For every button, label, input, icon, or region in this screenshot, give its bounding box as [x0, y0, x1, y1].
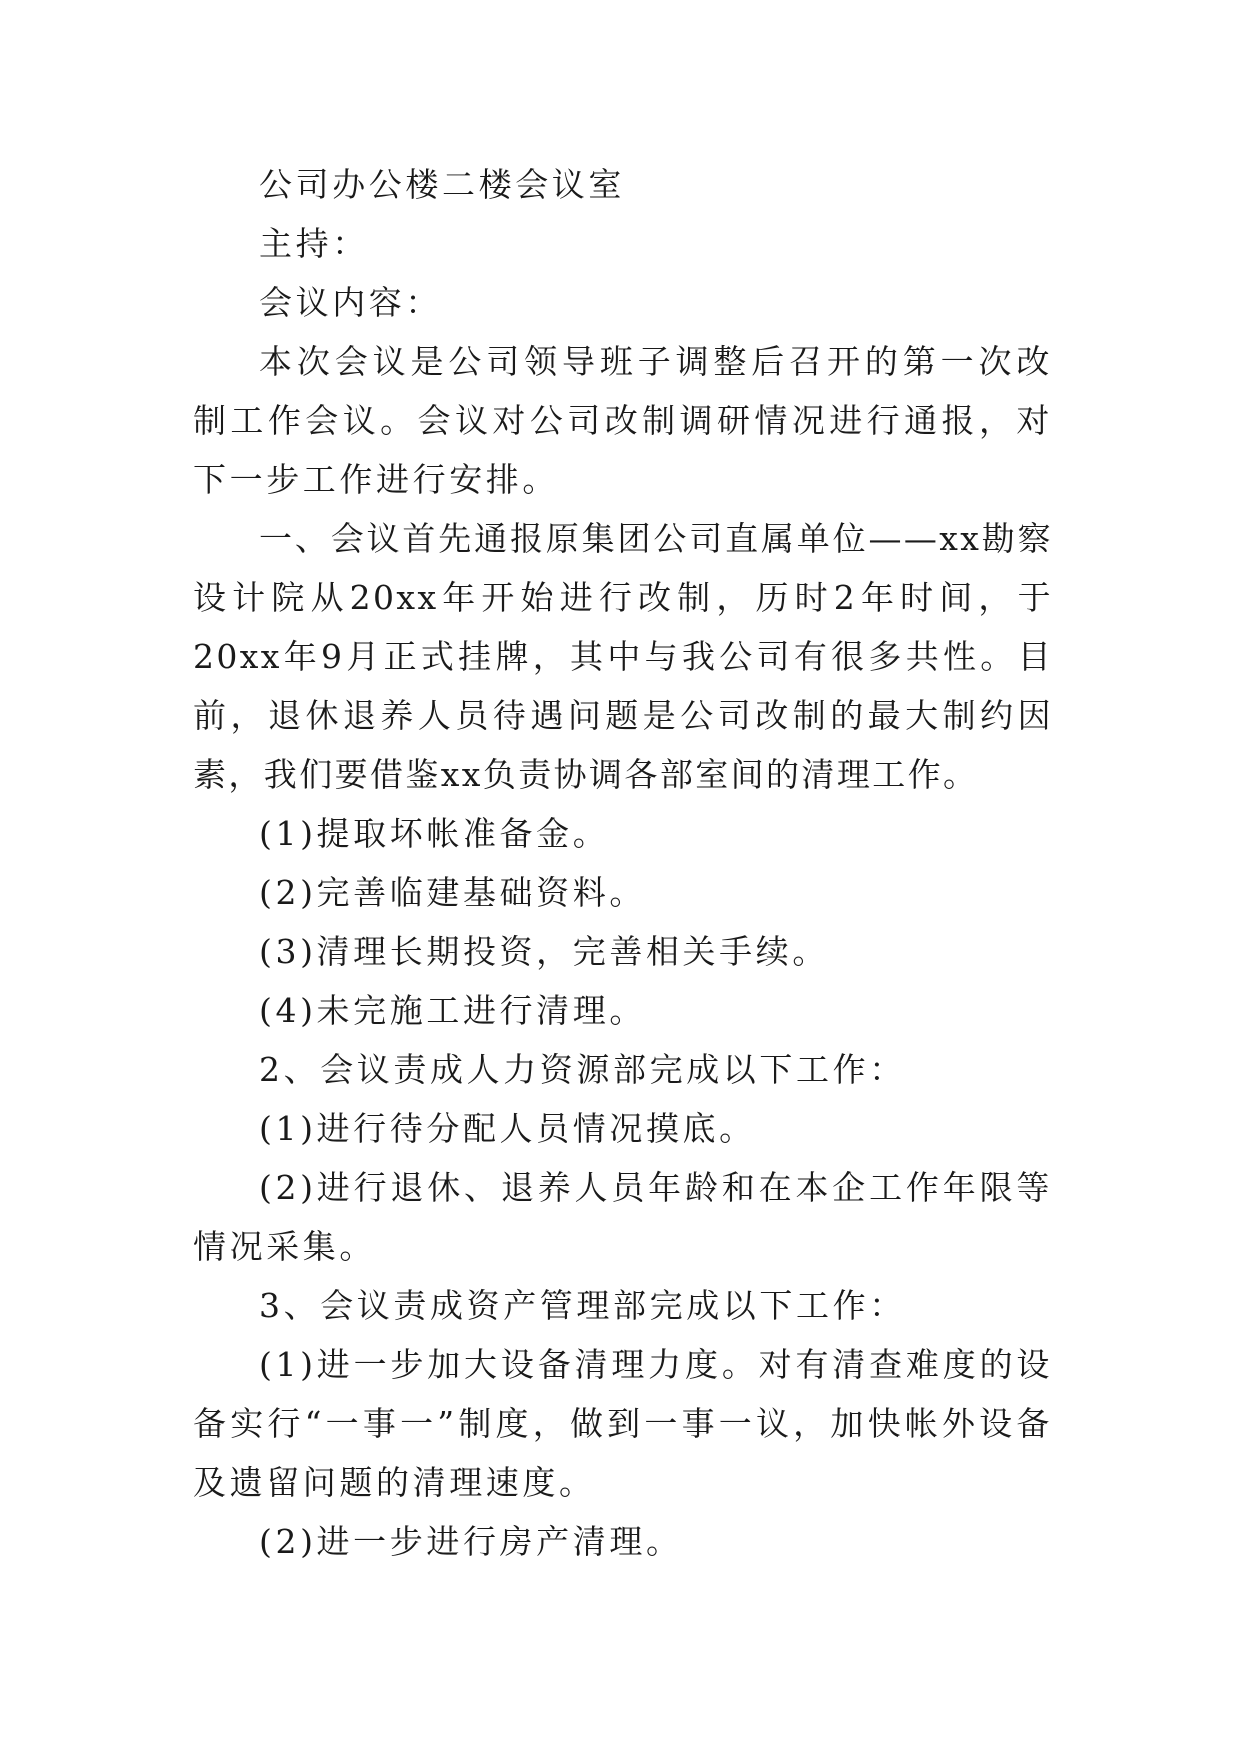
meeting-content-heading: 会议内容： [259, 283, 442, 322]
list-item: (3)清理长期投资，完善相关手续。 [259, 932, 829, 971]
list-item: (1)进一步加大设备清理力度。对有清查难度的设备实行“一事一”制度，做到一事一议，加快帐外设备及遗留问题的清理速度。 [193, 1345, 1053, 1502]
meeting-location: 公司办公楼二楼会议室 [259, 165, 625, 204]
list-item: (1)进行待分配人员情况摸底。 [259, 1109, 756, 1148]
list-item: (2)完善临建基础资料。 [259, 873, 646, 912]
meeting-summary: 本次会议是公司领导班子调整后召开的第一次改制工作会议。会议对公司改制调研情况进行通报，对下一步工作进行安排。 [193, 342, 1053, 499]
section-two-heading: 2、会议责成人力资源部完成以下工作： [259, 1050, 906, 1089]
section-one: 一、会议首先通报原集团公司直属单位——xx勘察设计院从20xx年开始进行改制，历时2年时间，于20xx年9月正式挂牌，其中与我公司有很多共性。目前，退休退养人员待遇问题是公司改制的最大制约因素，我们要借鉴xx负责协调各部室间的清理工作。 [193, 519, 1053, 794]
list-item: (4)未完施工进行清理。 [259, 991, 646, 1030]
section-three-heading: 3、会议责成资产管理部完成以下工作： [259, 1286, 906, 1325]
list-item: (2)进一步进行房产清理。 [259, 1522, 683, 1561]
list-item: (2)进行退休、退养人员年龄和在本企工作年限等情况采集。 [193, 1168, 1053, 1266]
document-body [193, 155, 1053, 1571]
meeting-host: 主持： [259, 224, 369, 263]
list-item: (1)提取坏帐准备金。 [259, 814, 610, 853]
